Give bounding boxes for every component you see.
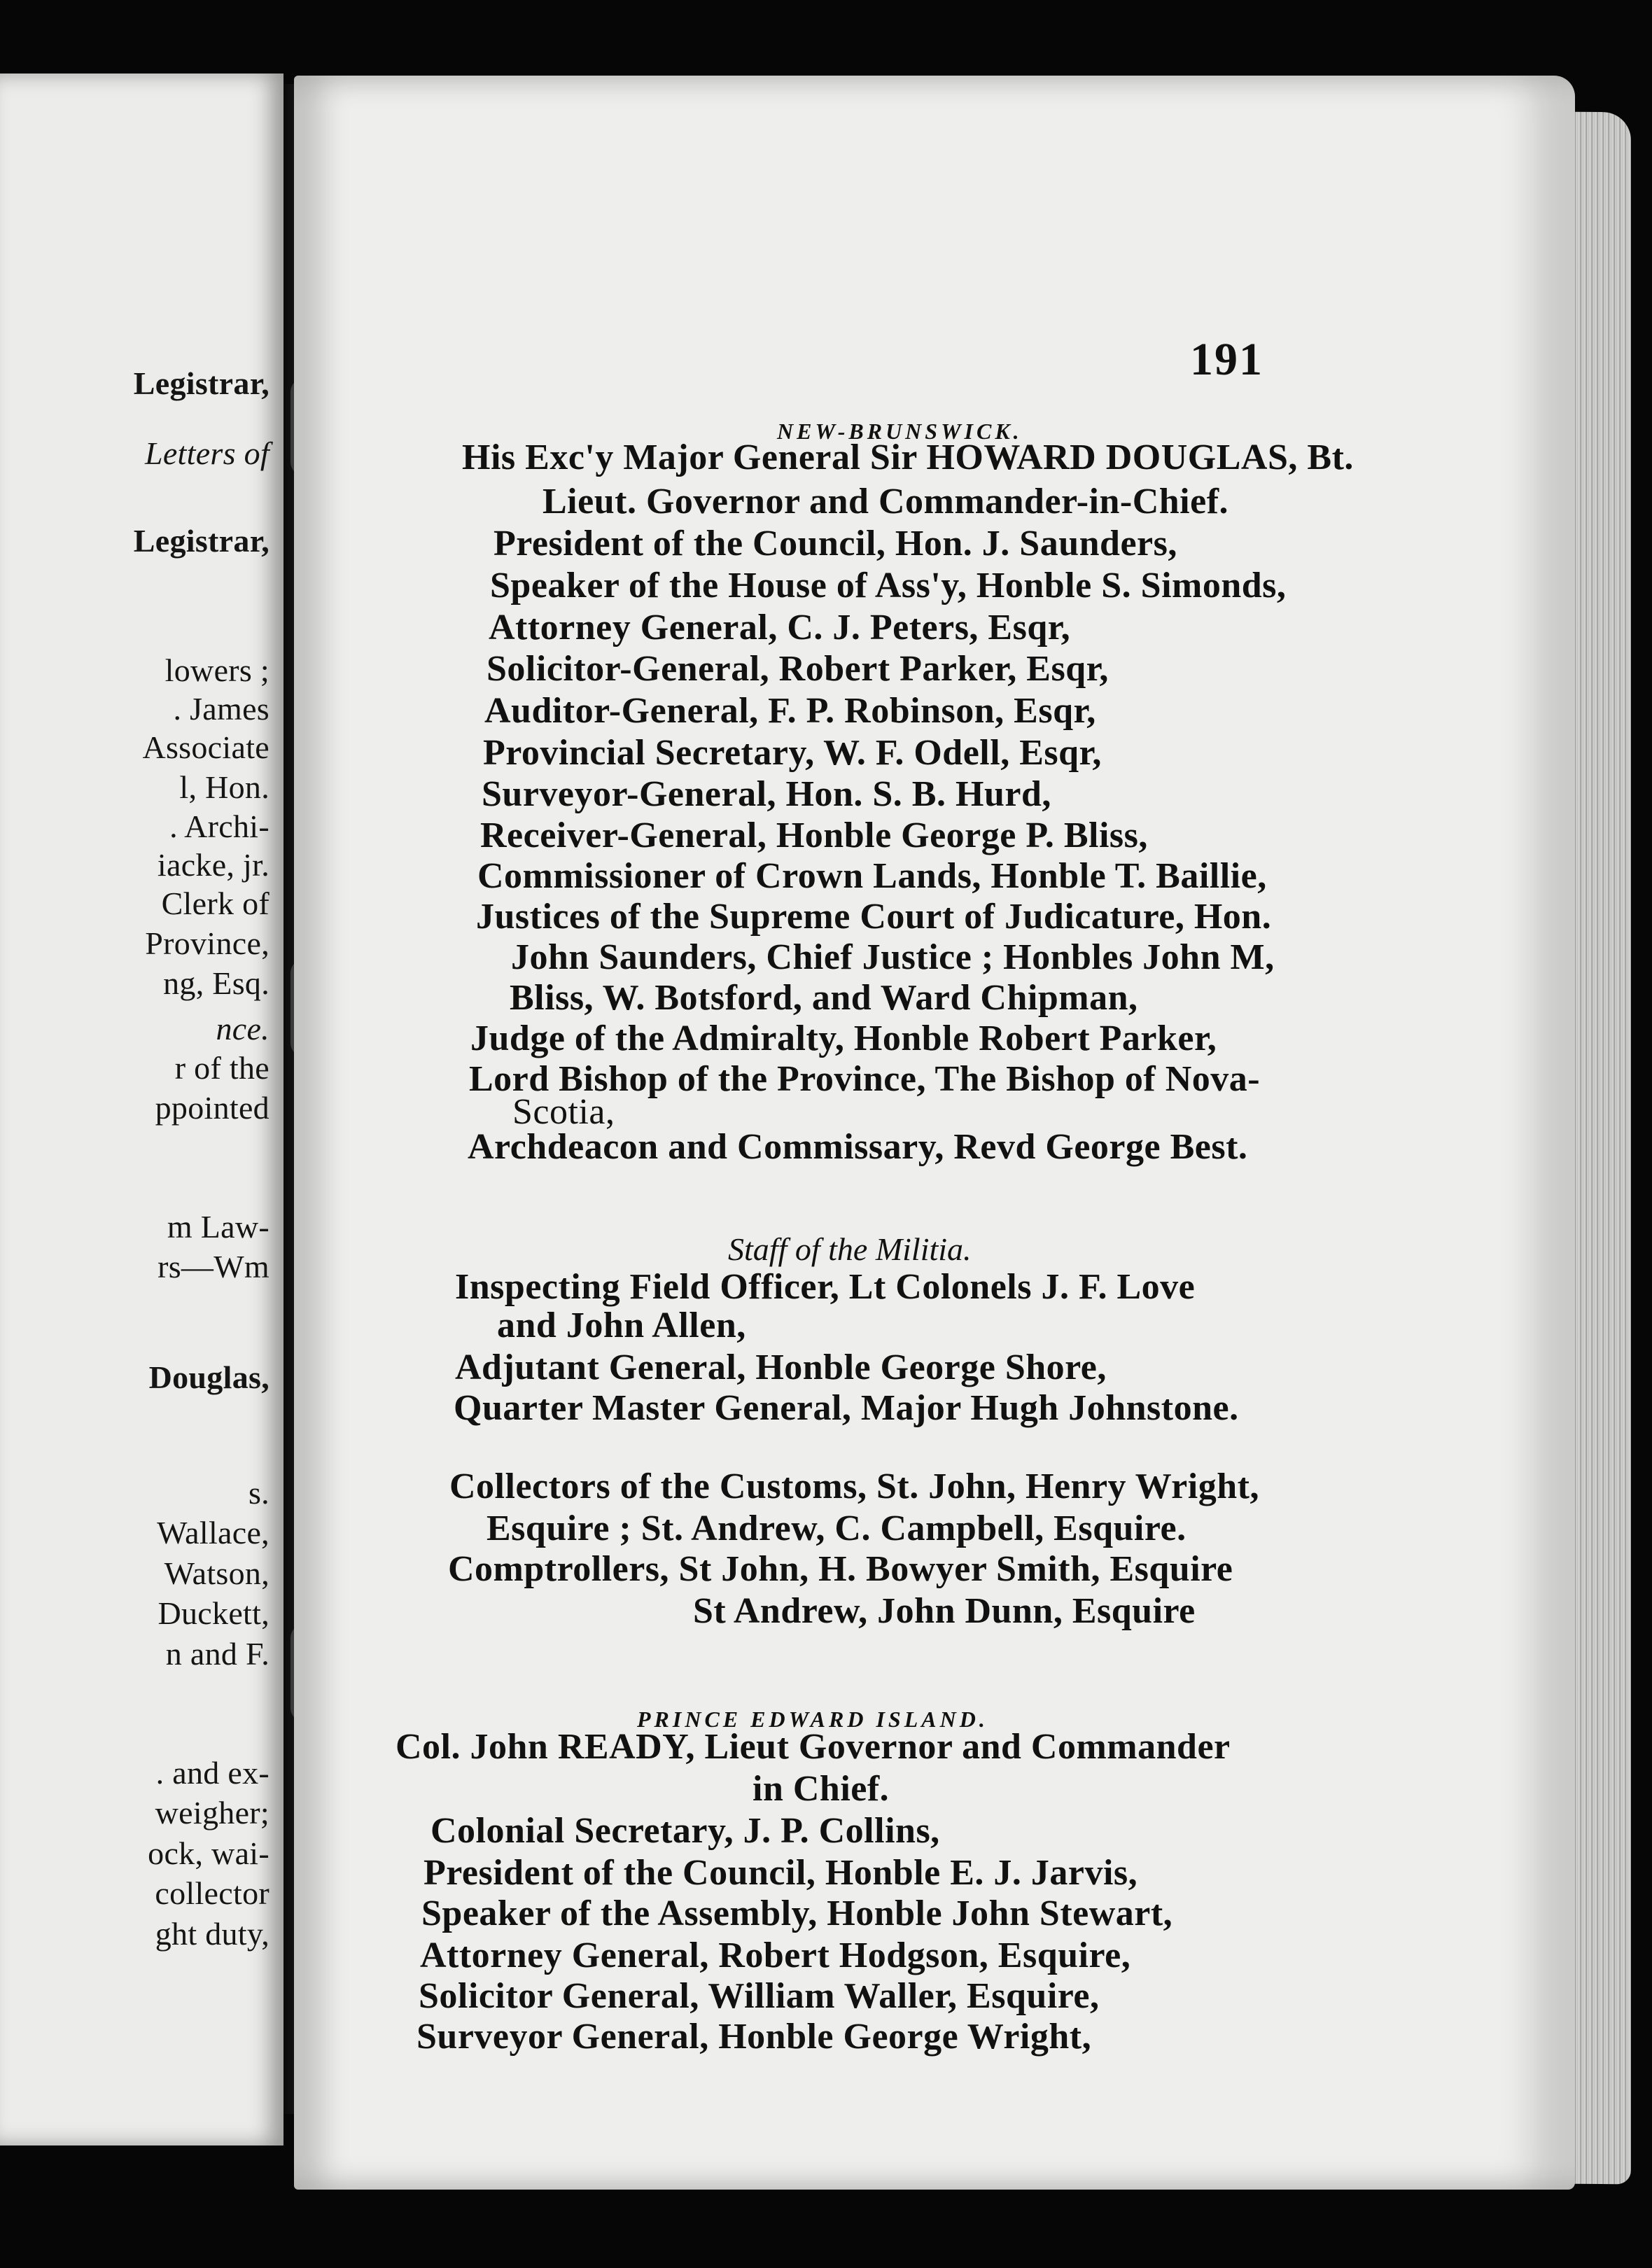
entry-line: Judge of the Admiralty, Honble Robert Parker, xyxy=(470,1018,1217,1058)
entry-line: Solicitor General, William Waller, Esquire, xyxy=(419,1976,1100,2016)
entry-line: Lord Bishop of the Province, The Bishop of Nova- xyxy=(469,1059,1261,1099)
left-fragment-line: iacke, jr. xyxy=(157,847,270,883)
left-fragment-line: nce. xyxy=(216,1011,270,1046)
left-fragment-line: m Law- xyxy=(167,1209,270,1245)
entry-line: Archdeacon and Commissary, Revd George Best. xyxy=(468,1127,1248,1167)
left-fragment-line: Clerk of xyxy=(161,886,270,921)
entry-line: Esquire ; St. Andrew, C. Campbell, Esquire. xyxy=(486,1508,1186,1548)
left-fragment-line: Associate xyxy=(142,729,270,765)
entry-line: Surveyor General, Honble George Wright, xyxy=(416,2017,1092,2057)
page-number: 191 xyxy=(1190,334,1264,385)
left-fragment-line: Letters of xyxy=(144,435,270,471)
left-fragment-line: ppointed xyxy=(155,1090,270,1126)
entry-line: Speaker of the Assembly, Honble John Stewart, xyxy=(421,1893,1173,1933)
entry-line-text: His Exc'y Major General Sir HOWARD DOUGLAS, Bt. xyxy=(462,438,1354,477)
entry-line: President of the Council, Honble E. J. Jarvis, xyxy=(424,1853,1138,1893)
left-fragment-line: Douglas, xyxy=(148,1359,270,1395)
left-fragment-line: Duckett, xyxy=(158,1595,270,1631)
entry-line: President of the Council, Hon. J. Saunders, xyxy=(493,524,1177,564)
section-heading-prince-edward-island: PRINCE EDWARD ISLAND. xyxy=(637,1707,988,1732)
entry-line: Attorney General, C. J. Peters, Esqr, xyxy=(489,608,1071,648)
left-fragment-line: rs—Wm xyxy=(158,1249,270,1284)
left-page-fragment xyxy=(0,74,284,2146)
entry-line: Col. John READY, Lieut Governor and Commander xyxy=(396,1727,1231,1767)
left-fragment-line: weigher; xyxy=(155,1795,270,1830)
entry-line: Auditor-General, F. P. Robinson, Esqr, xyxy=(484,691,1096,731)
section-heading-staff-of-militia: Staff of the Militia. xyxy=(728,1231,972,1267)
left-fragment-line: l, Hon. xyxy=(179,769,270,805)
left-fragment-line: lowers ; xyxy=(164,652,270,688)
entry-line: Attorney General, Robert Hodgson, Esquire, xyxy=(420,1935,1131,1975)
left-fragment-line: Watson, xyxy=(164,1555,270,1591)
entry-line xyxy=(462,440,1354,476)
left-fragment-line: ght duty, xyxy=(155,1916,270,1952)
left-fragment-line: r of the xyxy=(174,1050,270,1086)
left-fragment-line: . Archi- xyxy=(169,808,270,844)
entry-line: Adjutant General, Honble George Shore, xyxy=(455,1348,1107,1387)
left-fragment-line: Legistrar, xyxy=(133,523,270,559)
left-fragment-line: Wallace, xyxy=(157,1515,270,1550)
entry-line: Quarter Master General, Major Hugh Johnstone. xyxy=(454,1388,1239,1428)
left-fragment-line: Province, xyxy=(145,925,270,961)
entry-line: Provincial Secretary, W. F. Odell, Esqr, xyxy=(483,733,1102,773)
section-heading-new-brunswick: NEW-BRUNSWICK. xyxy=(777,419,1023,444)
left-fragment-line: ock, wai- xyxy=(148,1835,270,1871)
entry-line: Receiver-General, Honble George P. Bliss, xyxy=(480,816,1148,855)
entry-line: Surveyor-General, Hon. S. B. Hurd, xyxy=(482,774,1051,814)
entry-line: Collectors of the Customs, St. John, Henry Wright, xyxy=(449,1466,1259,1506)
entry-line: Justices of the Supreme Court of Judicature, Hon. xyxy=(476,897,1272,937)
left-fragment-line: Legistrar, xyxy=(133,365,270,401)
entry-line: Colonial Secretary, J. P. Collins, xyxy=(430,1811,940,1851)
entry-line: Speaker of the House of Ass'y, Honble S. Simonds, xyxy=(490,566,1287,606)
entry-line: Lieut. Governor and Commander-in-Chief. xyxy=(542,482,1229,522)
left-fragment-line: n and F. xyxy=(165,1636,270,1672)
entry-line: Solicitor-General, Robert Parker, Esqr, xyxy=(486,649,1109,689)
left-fragment-line: . James xyxy=(173,691,270,727)
right-page xyxy=(294,76,1575,2190)
entry-line: Bliss, W. Botsford, and Ward Chipman, xyxy=(510,978,1138,1018)
left-fragment-line: s. xyxy=(248,1475,270,1511)
entry-line: in Chief. xyxy=(752,1769,890,1809)
entry-line: St Andrew, John Dunn, Esquire xyxy=(693,1591,1196,1631)
entry-line: Inspecting Field Officer, Lt Colonels J. F. Love xyxy=(455,1267,1196,1307)
left-fragment-line: . and ex- xyxy=(155,1755,270,1791)
entry-line: John Saunders, Chief Justice ; Honbles John M, xyxy=(511,937,1275,977)
entry-line: Scotia, xyxy=(512,1092,615,1132)
entry-line: Comptrollers, St John, H. Bowyer Smith, Esquire xyxy=(448,1549,1233,1589)
entry-line: and John Allen, xyxy=(497,1306,746,1345)
entry-line: Commissioner of Crown Lands, Honble T. Baillie, xyxy=(477,856,1267,896)
left-fragment-line: ng, Esq. xyxy=(163,965,270,1001)
left-fragment-line: collector xyxy=(155,1875,270,1911)
